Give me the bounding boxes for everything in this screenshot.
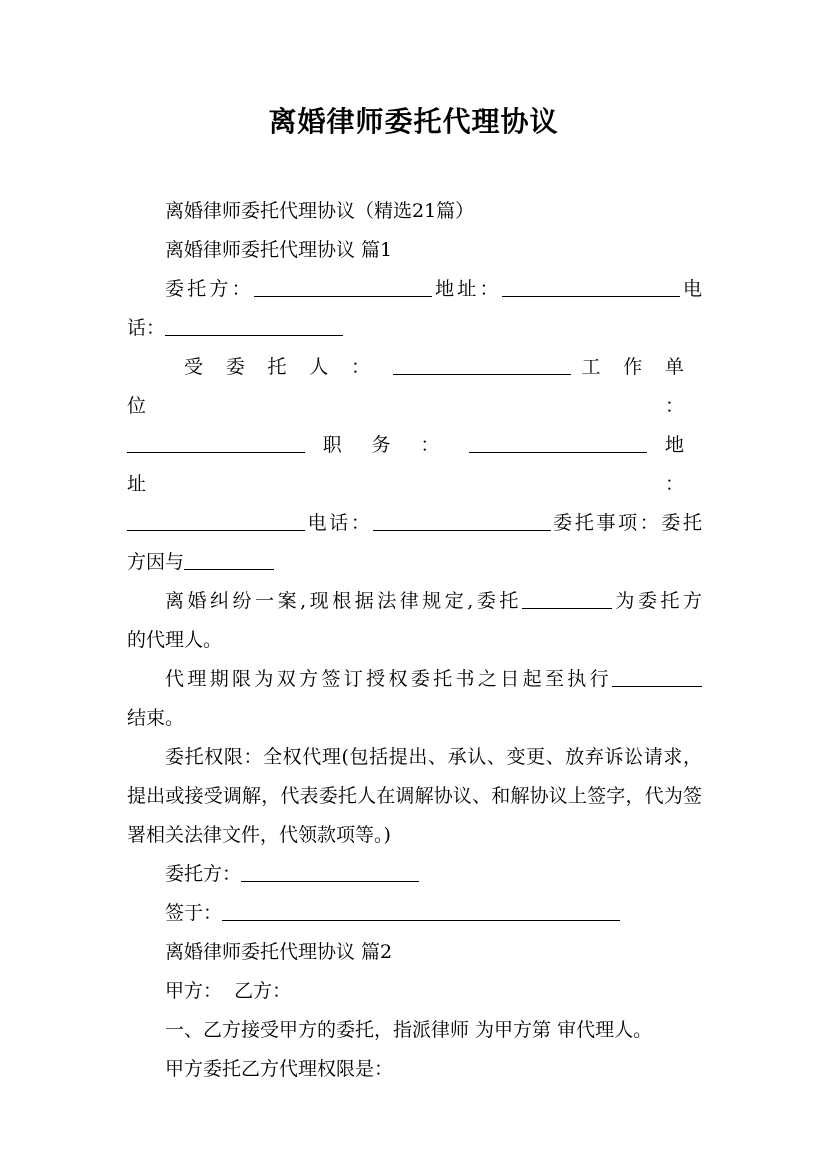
phone2-label: 电话：	[305, 512, 373, 534]
position-line	[127, 426, 702, 504]
address2-blank	[127, 510, 305, 531]
case-text: 离婚纠纷一案,现根据法律规定,委托	[165, 590, 522, 612]
authority-paragraph: 委托权限：全权代理(包括提出、承认、变更、放弃诉讼请求，提出或接受调解，代表委托人在调解协议、和解协议上签字，代为签署相关法律文件，代领款项等。)	[127, 746, 702, 846]
trustee-label: 受委托人：	[184, 356, 393, 378]
address-label: 地址：	[431, 278, 502, 300]
term-end: 结束。	[127, 707, 185, 729]
sign-client-line	[127, 855, 702, 894]
address2-label: 地址：	[127, 434, 702, 495]
case-text-end: 为委托方	[611, 590, 702, 612]
case-line	[127, 582, 702, 621]
address-blank	[502, 276, 680, 297]
phone-label-start: 电	[679, 278, 702, 300]
sign-client-label: 委托方：	[165, 863, 242, 885]
phone-line	[127, 309, 702, 348]
term-line	[127, 660, 702, 699]
trustee-line	[127, 348, 702, 426]
term-text: 代理期限为双方签订授权委托书之日起至执行	[165, 668, 612, 690]
sign-date-blank	[222, 900, 620, 921]
parties-line: 甲方： 乙方：	[165, 980, 292, 1002]
trustee-blank	[393, 354, 571, 375]
subtitle: 离婚律师委托代理协议（精选21篇）	[165, 200, 475, 222]
client-blank	[254, 276, 432, 297]
reason-label: 方因与	[127, 551, 185, 573]
document-title: 离婚律师委托代理协议	[268, 105, 559, 138]
document-body	[127, 192, 702, 1089]
position-blank	[469, 432, 647, 453]
sign-date-label: 签于：	[165, 902, 223, 924]
agent-line: 的代理人。	[127, 629, 223, 651]
workunit-label: 工作单位：	[127, 356, 702, 417]
clause-2: 甲方委托乙方代理权限是：	[165, 1058, 394, 1080]
position-label: 职务：	[322, 434, 470, 456]
workunit-blank	[127, 432, 305, 453]
part2-heading: 离婚律师委托代理协议 篇2	[165, 941, 393, 963]
reason-line	[127, 543, 702, 582]
phone2-blank	[373, 510, 551, 531]
reason-blank	[184, 549, 274, 570]
matters-label: 委托事项：委托	[550, 512, 702, 534]
phone-label-end: 话：	[127, 317, 166, 339]
agent-blank	[522, 588, 612, 609]
phone-matters-line	[127, 504, 702, 543]
client-address-line	[127, 270, 702, 309]
phone-blank	[165, 315, 343, 336]
term-blank	[612, 666, 702, 687]
client-label: 委托方：	[165, 278, 254, 300]
clause-1: 一、乙方接受甲方的委托，指派律师 为甲方第 审代理人。	[165, 1019, 653, 1041]
part1-heading: 离婚律师委托代理协议 篇1	[165, 239, 393, 261]
sign-date-line	[127, 894, 702, 933]
sign-client-blank	[241, 861, 419, 882]
